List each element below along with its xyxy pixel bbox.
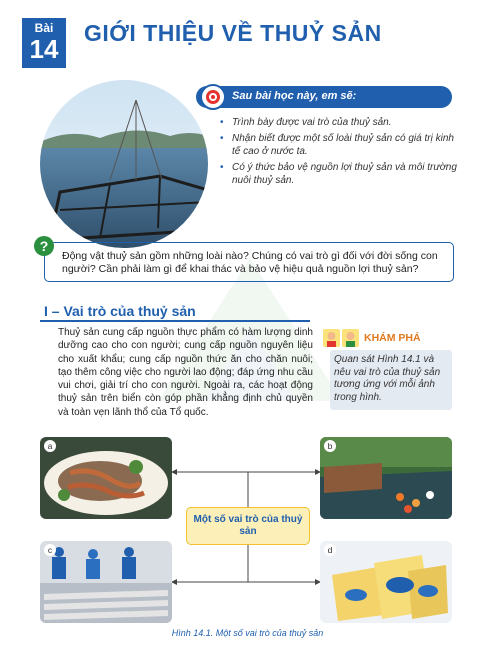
- goals-list: [218, 116, 458, 190]
- question-icon: ?: [34, 236, 54, 256]
- goal-item: • Nhận biết được một số loài thuỷ sản có giá trị kinh tế cao ở nước ta.: [218, 132, 458, 158]
- goals-title: Sau bài học này, em sẽ:: [232, 90, 357, 102]
- figure-letter-d: d: [324, 544, 336, 556]
- section-divider: [40, 320, 310, 322]
- question-text: Động vật thuỷ sản gồm những loài nào? Chúng có vai trò gì đối với đời sống con người? Cần phải làm gì để khai thác và bảo vệ hiệu quả nguồn lợi thuỷ sản?: [62, 250, 438, 275]
- figure-photo-a-seafood-dish: [40, 437, 172, 519]
- lesson-title: GIỚI THIỆU VỀ THUỶ SẢN: [84, 20, 382, 46]
- lesson-number: 14: [29, 34, 59, 64]
- section-title: I – Vai trò của thuỷ sản: [44, 303, 196, 319]
- figure-letter-a: a: [44, 440, 56, 452]
- figure-photo-c-seafood-processing: [40, 541, 172, 623]
- fish-farm-photo: [40, 80, 208, 248]
- figure-caption: Hình 14.1. Một số vai trò của thuỷ sản: [171, 628, 324, 638]
- explore-students-icon: [322, 328, 360, 348]
- section-body: Thuỷ sản cung cấp nguồn thực phẩm có hàm lượng dinh dưỡng cao cho con người; cung cấp nguồn nguyên liệu cho xuất khẩu; cung cấp nguồn thức ăn cho chăn nuôi; tạo thêm công việc cho người lao động; đáp ứng nhu cầu vui chơi, giải trí cho con người. Ngoài ra, các hoạt động thuỷ sản trên biển còn góp phần khẳng định chủ quyền và toàn vẹn lãnh thổ của Tổ quốc.: [58, 327, 313, 418]
- explore-text: Quan sát Hình 14.1 và nêu vai trò của thuỷ sản tương ứng với mỗi ảnh trong hình.: [334, 354, 441, 403]
- figure-photo-b-koi-pond: [320, 437, 452, 519]
- figure-letter-c: c: [44, 544, 56, 556]
- goal-item: • Có ý thức bảo vệ nguồn lợi thuỷ sản và môi trường nuôi thuỷ sản.: [218, 161, 458, 187]
- goal-item: • Trình bày được vai trò của thuỷ sản.: [218, 116, 458, 129]
- target-icon: [200, 84, 226, 110]
- figure-letter-b: b: [324, 440, 336, 452]
- figure-center-label: Một số vai trò của thuỷ sản: [193, 514, 303, 537]
- lesson-badge-word: Bài: [34, 21, 54, 35]
- figure-photo-d-fish-feed-bags: [320, 541, 452, 623]
- lesson-badge: [22, 18, 66, 68]
- explore-label: KHÁM PHÁ: [364, 332, 421, 344]
